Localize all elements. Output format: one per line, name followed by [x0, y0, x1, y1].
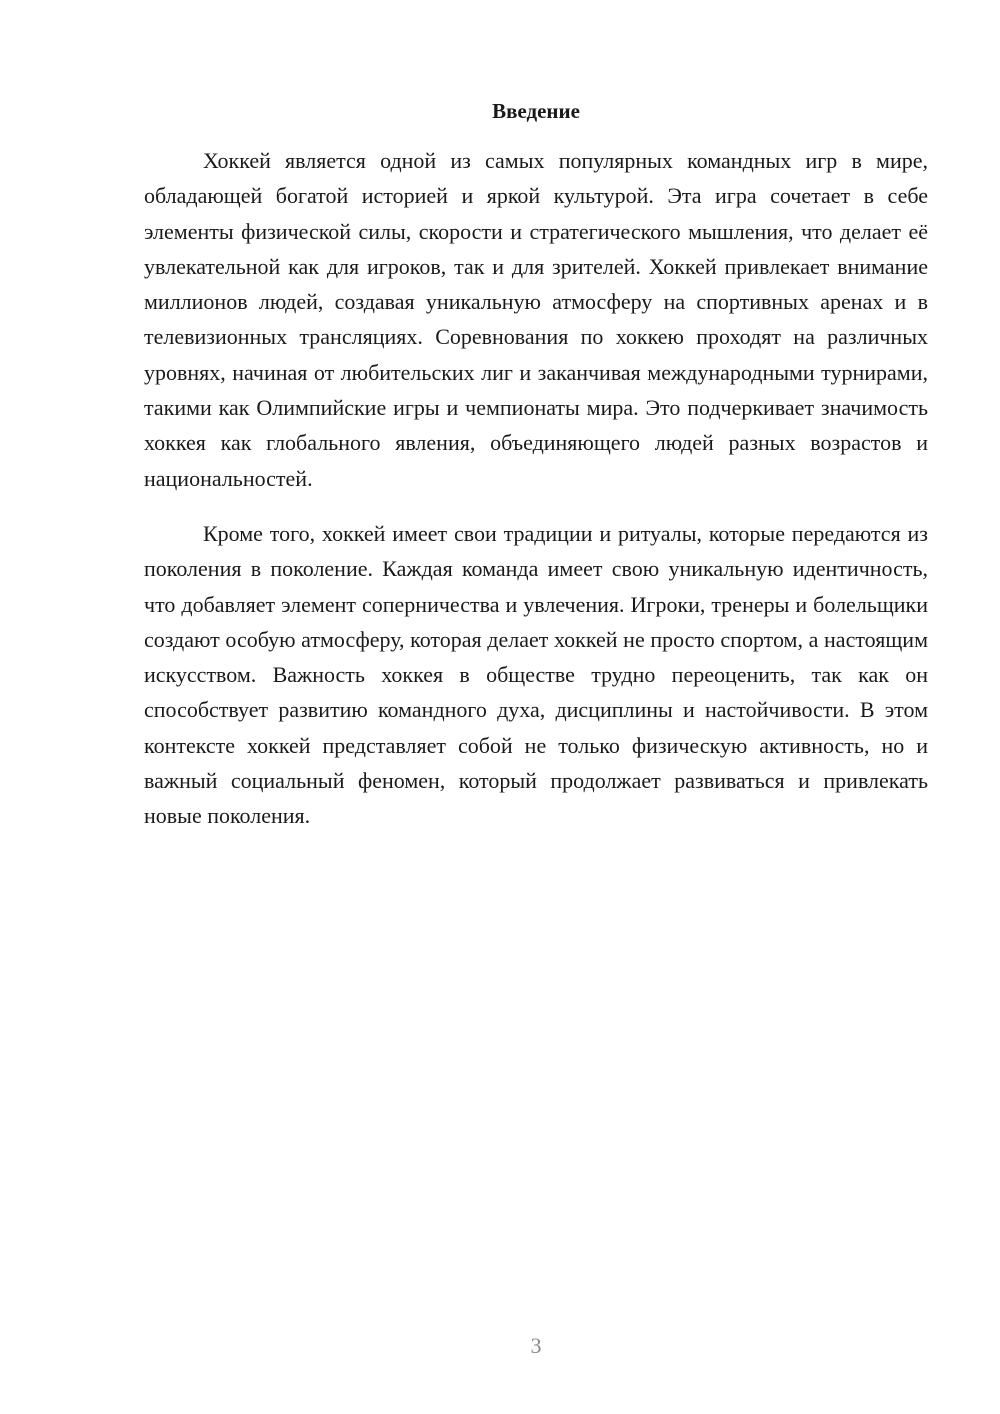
page-number: 3 [530, 1333, 542, 1358]
paragraph-2: Кроме того, хоккей имеет свои традиции и ритуалы, которые передаются из поколения в поколение. Каждая команда имеет свою уникальную идентичность, что добавляет элемент соперничества и увлечения. Игроки, тренеры и болельщики создают особую атмосферу, которая делает хоккей не просто спортом, а настоящим искусством. Важность хоккея в обществе трудно переоценить, так как он способствует развитию командного духа, дисциплины и настойчивости. В этом контексте хоккей представляет собой не только физическую активность, но и важный социальный феномен, который продолжает развиваться и привлекать новые поколения. [144, 520, 928, 829]
paragraph-1: Хоккей является одной из самых популярных командных игр в мире, обладающей богатой историей и яркой культурой. Эта игра сочетает в себе элементы физической силы, скорости и стратегического мышления, что делает её увлекательной как для игроков, так и для зрителей. Хоккей привлекает внимание миллионов людей, создавая уникальную атмосферу на спортивных аренах и в телевизионных трансляциях. Соревнования по хоккею проходят на различных уровнях, начиная от любительских лиг и заканчивая международными турнирами, такими как Олимпийские игры и чемпионаты мира. Это подчеркивает значимость хоккея как глобального явления, объединяющего людей разных возрастов и национальностей. [144, 148, 928, 491]
body-text [144, 143, 928, 834]
section-heading: Введение [492, 99, 580, 123]
